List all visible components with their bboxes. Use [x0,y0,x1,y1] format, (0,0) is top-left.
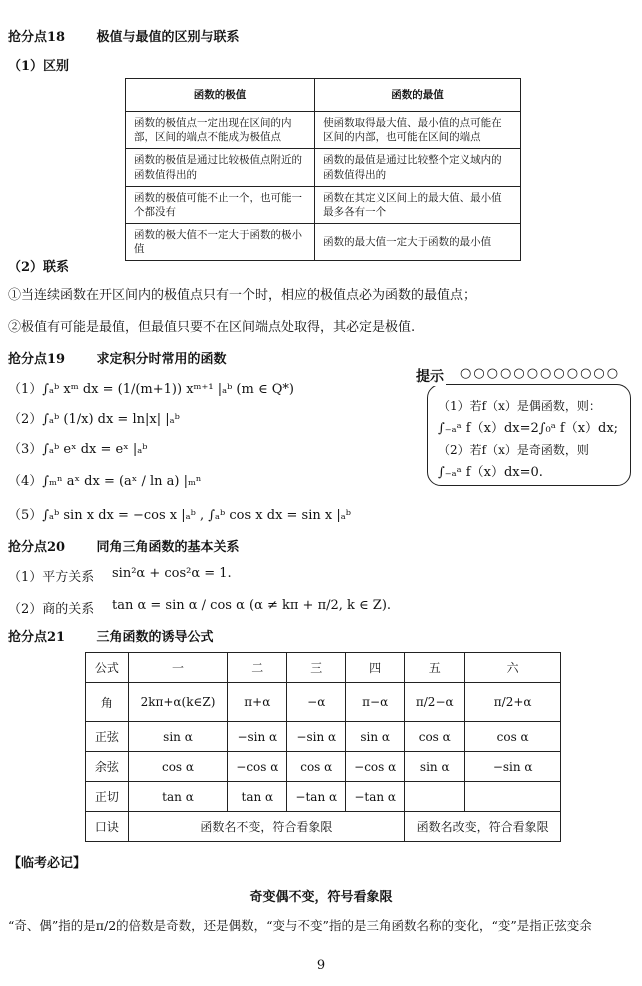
table-cell: −cos α [228,752,287,782]
table-cell: tan α [228,782,287,812]
table-cell: cos α [405,722,465,752]
link-paragraph-2: ②极值有可能是最值，但最值只要不在区间端点处取得，其必定是极值. [8,320,416,335]
table-cell: −tan α [346,782,405,812]
hint-box [427,384,631,486]
table-header: 函数的极值 [126,79,315,112]
table-row [126,186,521,223]
table-cell: 口诀 [86,812,129,842]
table-cell: 余弦 [86,752,129,782]
table-header: 函数的最值 [315,79,521,112]
section-number: 抢分点19 [8,352,66,367]
table-cell: cos α [287,752,346,782]
section-18-heading [8,26,240,45]
table-row [126,224,521,261]
table-cell: π−α [346,683,405,722]
induction-formula-table [85,652,561,842]
table-cell: 二 [228,653,287,683]
section-title: 求定积分时常用的函数 [96,352,227,367]
table-cell: π+α [228,683,287,722]
section-number: 抢分点18 [8,30,66,45]
table-cell: 函数的极值可能不止一个，也可能一个都没有 [126,186,315,223]
table-cell: −cos α [346,752,405,782]
table-cell: sin α [405,752,465,782]
table-row [126,112,521,149]
table-cell: 使函数取得最大值、最小值的点可能在区间的内部，也可能在区间的端点 [315,112,521,149]
table-cell: 角 [86,683,129,722]
difference-subtitle: （1）区别 [8,59,70,74]
table-cell [405,782,465,812]
section-19-heading [8,348,227,367]
table-cell: −sin α [465,752,561,782]
table-cell: 正切 [86,782,129,812]
table-cell: 函数的最大值一定大于函数的最小值 [315,224,521,261]
hint-line-3: （2）若f（x）是奇函数，则 [438,443,589,457]
table-cell: π/2+α [465,683,561,722]
table-cell: 三 [287,653,346,683]
table-cell: 五 [405,653,465,683]
table-cell: −sin α [287,722,346,752]
table-cell: 六 [465,653,561,683]
integral-formula-4: （4）∫ₘⁿ aˣ dx = (aˣ / ln a) |ₘⁿ [8,474,202,489]
table-cell: 函数的极值点一定出现在区间的内部，区间的端点不能成为极值点 [126,112,315,149]
link-subtitle: （2）联系 [8,260,70,275]
section-21-heading [8,626,214,645]
table-cell: 函数的极大值不一定大于函数的极小值 [126,224,315,261]
square-relation-label: （1）平方关系 [8,570,95,585]
table-cell: −sin α [228,722,287,752]
page-number: 9 [316,958,326,973]
table-row [86,722,561,752]
table-cell: −tan α [287,782,346,812]
link-paragraph-1: ①当连续函数在开区间内的极值点只有一个时，相应的极值点必为函数的最值点； [8,288,477,303]
table-row [86,653,561,683]
section-number: 抢分点21 [8,630,66,645]
memo-tag: 【临考必记】 [8,856,87,871]
memo-title: 奇变偶不变，符号看象限 [249,890,393,905]
table-cell: −α [287,683,346,722]
table-cell: 函数名改变，符合看象限 [405,812,561,842]
integral-formula-3: （3）∫ₐᵇ eˣ dx = eˣ |ₐᵇ [8,442,148,457]
table-cell: cos α [465,722,561,752]
table-cell: 函数在其定义区间上的最大值、最小值最多各有一个 [315,186,521,223]
quotient-relation-label: （2）商的关系 [8,602,95,617]
table-cell [465,782,561,812]
table-cell: 2kπ+α(k∈Z) [128,683,228,722]
table-row [86,782,561,812]
quotient-relation-formula: tan α = sin α / cos α (α ≠ kπ + π/2, k ∈ Z). [112,598,392,613]
table-cell: 函数名不变，符合看象限 [128,812,405,842]
table-cell: 一 [128,653,228,683]
integral-formula-1: （1）∫ₐᵇ xᵐ dx = (1/(m+1)) xᵐ⁺¹ |ₐᵇ (m ∈ Q*) [8,382,294,397]
section-title: 极值与最值的区别与联系 [96,30,240,45]
table-cell: 四 [346,653,405,683]
table-cell: 函数的极值是通过比较极值点附近的函数值得出的 [126,149,315,186]
section-number: 抢分点20 [8,540,66,555]
hint-line-4: ∫₋ₐᵃ f（x）dx=0. [438,465,543,480]
table-cell: sin α [128,722,228,752]
table-cell: tan α [128,782,228,812]
table-row [86,752,561,782]
hint-line-1: （1）若f（x）是偶函数，则： [438,399,601,413]
table-row [86,812,561,842]
table-cell: 公式 [86,653,129,683]
table-cell: sin α [346,722,405,752]
section-title: 同角三角函数的基本关系 [96,540,240,555]
square-relation-formula: sin²α + cos²α = 1. [112,566,232,581]
hint-line-2: ∫₋ₐᵃ f（x）dx=2∫₀ᵃ f（x）dx; [438,421,619,436]
section-20-heading [8,536,240,555]
table-cell: 函数的最值是通过比较整个定义域内的函数值得出的 [315,149,521,186]
section-title: 三角函数的诱导公式 [96,630,214,645]
table-cell: cos α [128,752,228,782]
extremum-vs-maximum-table [125,78,521,261]
integral-formula-2: （2）∫ₐᵇ (1/x) dx = ln|x| |ₐᵇ [8,412,180,427]
table-row [126,149,521,186]
table-cell: 正弦 [86,722,129,752]
memo-body: “奇、偶”指的是π/2的倍数是奇数，还是偶数，“变与不变”指的是三角函数名称的变化，“变”是指正弦变余 [8,918,592,933]
table-row [86,683,561,722]
hint-decoration-circles: ○○○○○○○○○○○○ [460,366,621,381]
table-cell: π/2−α [405,683,465,722]
integral-formula-5: （5）∫ₐᵇ sin x dx = −cos x |ₐᵇ , ∫ₐᵇ cos x dx = sin x |ₐᵇ [8,508,351,523]
hint-title: 提示 [414,366,446,386]
